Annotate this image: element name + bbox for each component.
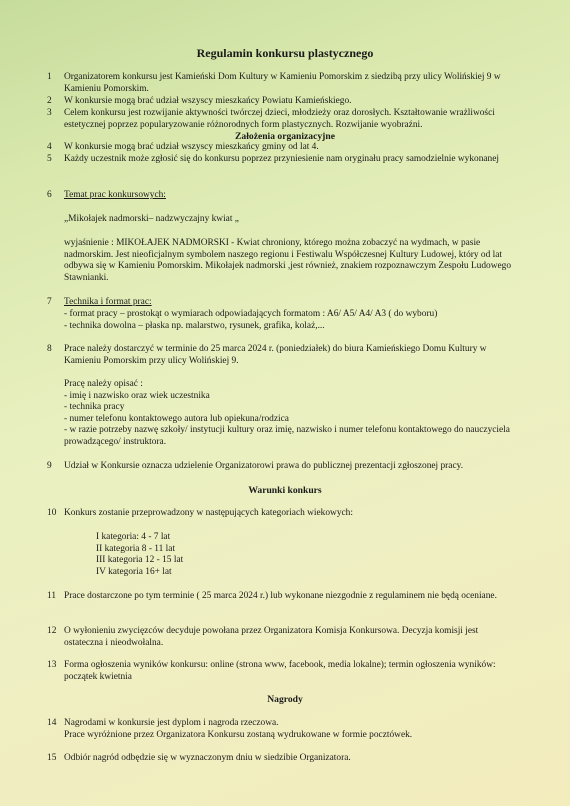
rule-number: 3 [47, 108, 52, 118]
rule-text: Temat prac konkursowych: [64, 190, 166, 200]
rule-number: 15 [47, 753, 57, 763]
rule-text: W konkursie mogą brać udział wszyscy mieszkańcy gminy od lat 4. [64, 142, 319, 152]
rule-number: 5 [47, 154, 52, 164]
rule-text: Prace dostarczone po tym terminie ( 25 marca 2024 r.) lub wykonane niezgodnie z regulaminem nie będą oceniane. [64, 591, 497, 601]
rule-text-continued: Prace wyróżnione przez Organizatora Konkursu zostaną wydrukowane w formie pocztówek. [64, 729, 413, 740]
theme-explanation [64, 238, 516, 284]
rule-number: 11 [47, 591, 57, 601]
rule-text: Odbiór nagród odbędzie się w wyznaczonym dniu w siedzibie Organizatora. [64, 753, 351, 763]
section-heading-zalozenia: Założenia organizacyjne [235, 131, 335, 142]
rule-text: Forma ogłoszenia wyników konkursu: online (strona www, facebook, media lokalne); termin ogłoszenia wyników: początek kwietnia [64, 660, 496, 682]
category-item: III kategoria 12 - 15 lat [96, 555, 184, 566]
age-categories [96, 532, 183, 578]
explanation-text: wyjaśnienie : MIKOŁAJEK NADMORSKI - Kwiat chroniony, którego można zobaczyć na wydmach, w pasie nadmorskim. Jest nieoficjalnym symbolem naszego regionu i Festiwalu Współczesnej Kultury Ludowej, który od lat odbywa się w Kamieniu Pomorskim. Mikołajek nadmorski ,jest również, znakiem rozpoznawczym Zespołu Ludowego Stawnianki. [64, 238, 512, 283]
section-heading-nagrody: Nagrody [267, 694, 303, 705]
rule-number: 6 [47, 190, 52, 200]
theme-text: „Mikołajek nadmorski– nadzwyczajny kwiat „ [64, 214, 239, 224]
rule-8-description [64, 379, 516, 449]
rule-text: Udział w Konkursie oznacza udzielenie Organizatorowi prawa do publicznej prezentacji zgłoszonej pracy. [64, 461, 464, 471]
category-item: IV kategoria 16+ lat [96, 566, 172, 577]
rule-number: 7 [47, 297, 52, 307]
rule-number: 12 [47, 626, 57, 636]
rule-text: Celem konkursu jest rozwijanie aktywności twórczej dzieci, młodzieży oraz dorosłych. Kształtowanie wrażliwości estetycznej poprzez popularyzowanie różnorodnych form plastycznych. Rozwijanie wyobraźni. [64, 108, 495, 130]
rule-text: Prace należy dostarczyć w terminie do 25 marca 2024 r. (poniedziałek) do biura Kamieńskiego Domu Kultury w Kamieniu Pomorskim przy ulicy Wolińskiej 9. [64, 344, 487, 366]
detail-line: - imię i nazwisko oraz wiek uczestnika [64, 390, 210, 401]
rule-text: Organizatorem konkursu jest Kamieński Dom Kultury w Kamieniu Pomorskim z siedzibą przy ulicy Wolińskiej 9 w Kamieniu Pomorskim. [64, 72, 501, 94]
rule-number: 1 [47, 72, 52, 82]
rule-text: Technika i format prac: [64, 297, 152, 307]
detail-line: - technika dowolna – płaska np. malarstwo, rysunek, grafika, kolaż,... [64, 320, 325, 331]
detail-line: - technika pracy [64, 402, 125, 413]
rule-text: Każdy uczestnik może zgłosić się do konkursu poprzez przyniesienie nam oryginału pracy samodzielnie wykonanej [64, 154, 500, 164]
rule-text: Nagrodami w konkursie jest dyplom i nagroda rzeczowa. [64, 718, 279, 728]
rule-text: O wyłonieniu zwycięzców decyduje powołana przez Organizatora Komisja Konkursowa. Decyzja komisji jest ostateczna i nieodwołalna. [64, 626, 479, 648]
category-item: II kategoria 8 - 11 lat [96, 543, 176, 554]
rule-number: 9 [47, 461, 52, 471]
detail-line: - w razie potrzeby nazwę szkoły/ instytucji kultury oraz imię, nazwisko i numer telefonu kontaktowego do nauczyciela prowadzącego/ instruktora. [64, 425, 510, 447]
rule-text: Konkurs zostanie przeprowadzony w następujących kategoriach wiekowych: [64, 508, 353, 518]
rule-number: 4 [47, 142, 52, 152]
detail-line: - format pracy – prostokąt o wymiarach odpowiadających formatom : A6/ A5/ A4/ A3 ( do wyboru) [64, 309, 438, 319]
competition-theme [64, 214, 516, 226]
rule-number: 10 [47, 508, 57, 518]
rule-number: 8 [47, 344, 52, 354]
rule-text: W konkursie mogą brać udział wszyscy mieszkańcy Powiatu Kamieńskiego. [64, 96, 352, 106]
rule-number: 14 [47, 718, 57, 728]
category-item: I kategoria: 4 - 7 lat [96, 532, 171, 542]
detail-line: Pracę należy opisać : [64, 379, 143, 389]
rule-7-details [64, 309, 516, 332]
document-title: Regulamin konkursu plastycznego [196, 46, 374, 60]
section-heading-warunki: Warunki konkurs [248, 485, 322, 496]
detail-line: - numer telefonu kontaktowego autora lub opiekuna/rodzica [64, 413, 289, 424]
rule-number: 2 [47, 96, 52, 106]
rule-number: 13 [47, 660, 57, 670]
